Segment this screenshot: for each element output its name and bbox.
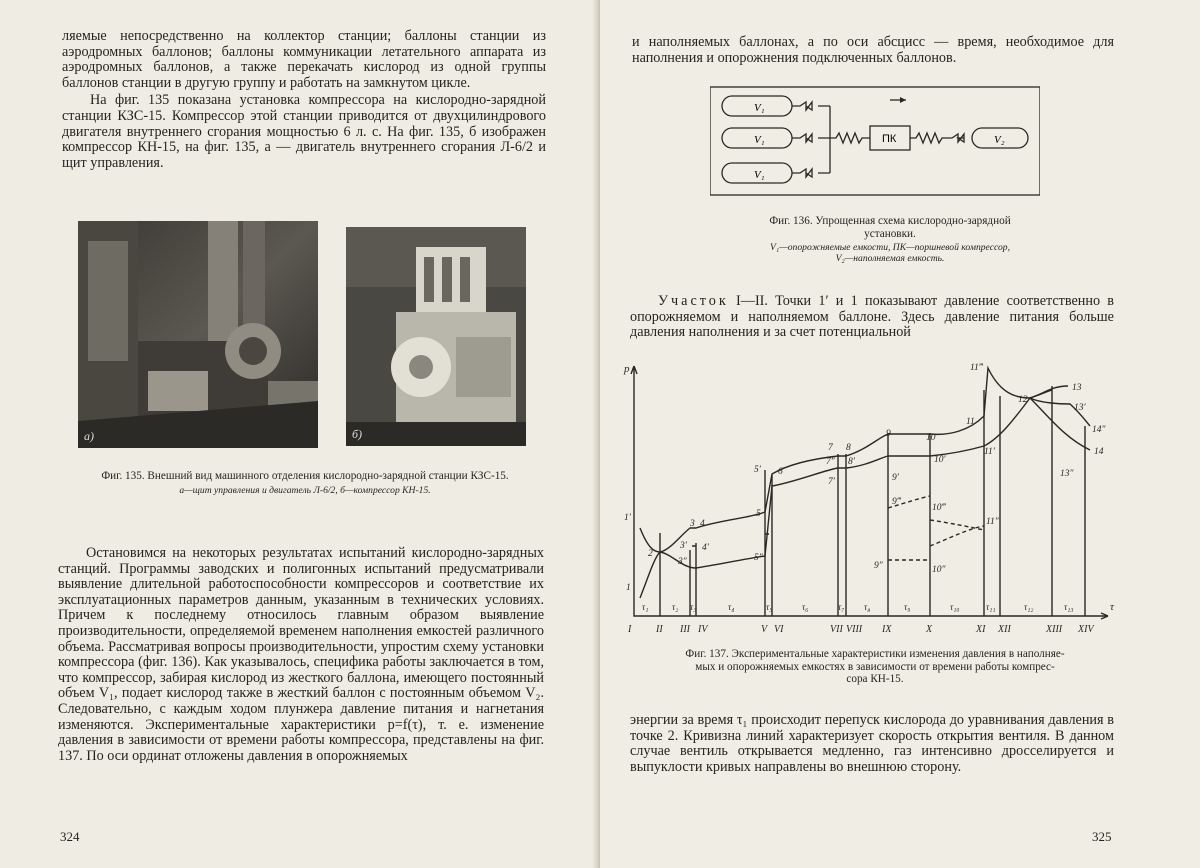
v1-label: V₁ [754,134,765,146]
point-label: 7″ [826,457,835,467]
section-tick: VIII [846,624,863,635]
caption-subtitle: а—щит управления и двигатель Л-6/2, б—компрессор КН-15. [179,484,431,496]
point-label: 1 [626,583,631,593]
point-label: 4′ [702,543,709,553]
photo-a-label: а) [84,429,94,443]
page-number: 324 [60,829,80,844]
point-label: 5″ [754,553,763,563]
caption-subtitle: V₁—опорожняемые емкости, ПК—поршневой компрессор, [770,242,1010,253]
point-label: 4 [700,519,705,529]
right-mid-text [630,294,1114,341]
section-tick: XIV [1078,624,1094,635]
point-label: 2 [648,549,653,559]
interval-tick: τ₉ [904,602,911,612]
point-label: 9″ [874,561,883,571]
left-top-text [62,29,546,171]
point-label: 3′ [680,541,687,551]
interval-tick: τ₁₁ [986,602,996,612]
section-tick: XI [976,624,986,635]
section-tick: VII [830,624,843,635]
fig137-caption [630,648,1120,686]
interval-tick: τ₄ [728,602,735,612]
point-label: 6 [778,467,783,477]
section-tick: XIII [1046,624,1063,635]
fig137-chart [620,358,1120,646]
point-label: 8′ [848,457,855,467]
point-label: 8 [846,443,851,453]
caption-title-cont: установки. [864,227,916,240]
point-label: 1′ [624,513,631,523]
point-label: 9 [886,429,891,439]
x-axis-label: τ [1110,601,1114,613]
v1-label: V₁ [754,169,765,181]
paragraph: и наполняемых баллонах, а по оси абсцисс — время, необходимое для наполнения и опорожнения подключенных баллонов. [632,34,1114,66]
point-label: 7 [828,443,833,453]
point-label: 11″ [986,517,999,527]
point-label: 14″ [1092,425,1106,435]
right-page [600,0,1200,868]
point-label: 3 [690,519,695,529]
interval-tick: τ₆ [802,602,809,612]
section-tick: III [680,624,690,635]
interval-tick: τ₁₃ [1064,602,1074,612]
point-label: 10′ [934,455,946,465]
interval-tick: τ₃ [690,602,697,612]
point-label: 11 [966,417,975,427]
section-tick: VI [774,624,784,635]
caption-title: Фиг. 136. Упрощенная схема кислородно-зарядной [769,215,1011,227]
point-label: 11′ [984,447,995,457]
interval-tick: τ₁₀ [950,602,960,612]
left-bottom-text [58,546,544,764]
photo-compressor [346,227,526,446]
page-number: 325 [1092,829,1112,844]
v1-label: V₁ [754,102,765,114]
point-label: 9‴ [892,497,901,507]
photo-b-label: б) [352,427,363,441]
paragraph: энергии за время τ₁ происходит перепуск кислорода до уравнивания давления в точке 2. Кривизна линий характеризует скорость открытия вентиля. В данном случае вентиль открывается медленно, газ интенсивно дросселируется и выпуклости кривых направлены во внешнюю сторону. [630,712,1114,775]
fig136-schema [710,84,1040,199]
caption-title: Фиг. 135. Внешний вид машинного отделения кислородно-зарядной станции КЗС-15. [101,470,509,482]
point-label: 10‴ [932,503,946,513]
point-label: 12 [1018,395,1028,405]
point-label: 13″ [1060,469,1074,479]
paragraph: I—II. Точки 1′ и 1 показывают давление соответственно в опорожняемом и наполняемом баллоне. Здесь давление питания больше давления наполнения и за счет потенциальной [630,293,1114,341]
point-label: 3″ [678,557,687,567]
point-label: 5′ [754,465,761,475]
section-tick: V [761,624,768,635]
interval-tick: τ₁₂ [1024,602,1034,612]
v2-label: V₂ [994,134,1005,146]
caption-title-cont: сора КН-15. [846,673,904,685]
point-label: 10 [926,433,936,443]
point-label: 11‴ [970,363,983,373]
point-label: 7′ [828,477,835,487]
pk-label: ПК [882,133,897,145]
paragraph: На фиг. 135 показана установка компрессора на кислородно-зарядной станции КЗС-15. Компрессор этой станции приводится от двухцилиндрового двигателя внутреннего сгорания мощностью 6 л. с. На фиг. 135, б изображен компрессор КН-15, на фиг. 135, а — двигатель внутреннего сгорания Л-6/2 и щит управления. [62,92,546,171]
point-label: 13 [1072,383,1082,393]
fig136-caption [700,215,1080,264]
interval-tick: τ₇ [838,602,845,612]
caption-title-cont: мых и опорожняемых емкостях в зависимости от времени работы компрес- [695,660,1055,673]
right-top-text [632,35,1114,66]
paragraph: Остановимся на некоторых результатах испытаний кислородно-зарядных станций. Программы заводских и полигонных испытаний предусматривали выявление длительной работоспособности компрессоров и соответствие их эксплуатационных параметров данным, указанным в технических условиях. Причем к последнему относилось главным образом выявление производительности, определяемой временем наполнения емкостей различного объема. Рассматривая вопросы производительности, упростим схему установки компрессора (фиг. 136). Как указывалось, специфика работы заключается в том, что компрессор, забирая кислород из жесткого баллона, имеющего постоянный объем V₁, подает кислород также в жесткий баллон с постоянным объемом V₂. Следовательно, с каждым ходом плунжера давление питания и нагнетания изменяются. Экспериментальные характеристики p=f(τ), т. е. изменение давления в зависимости от времени работы компрессора, представлены на фиг. 137. По оси ординат отложены давления в опорожняемых [58,545,544,764]
interval-tick: τ₁ [642,602,649,612]
point-label: 13′ [1074,403,1086,413]
caption-title: Фиг. 137. Экспериментальные характеристики изменения давления в наполняе- [685,648,1065,660]
point-label: 9′ [892,473,899,483]
section-tick: XII [998,624,1011,635]
section-tick: IX [882,624,892,635]
photo-engine-panel [78,221,318,448]
section-tick: I [628,624,632,635]
right-bottom-text [630,713,1114,775]
section-tick: II [656,624,663,635]
point-label: 5 [756,509,761,519]
section-tick: X [926,624,933,635]
caption-subtitle-cont: V₂—наполняемая емкость. [835,253,945,264]
interval-tick: τ₈ [864,602,871,612]
point-label: 14 [1094,447,1104,457]
section-heading: Участок [658,293,729,309]
point-label: 10″ [932,565,946,575]
interval-tick: τ₂ [672,602,679,612]
fig135-caption [60,470,550,496]
section-tick: IV [698,624,708,635]
paragraph: ляемые непосредственно на коллектор станции; баллоны станции из аэродромных баллонов; баллоны коммуникации летательного аппарата из аэродромных баллонов, а также перекачать кислород из одной группы баллонов станции в другую группу и работать на замкнутом цикле. [62,28,546,91]
y-axis-label: p [624,363,630,375]
interval-tick: τ₅ [766,602,773,612]
